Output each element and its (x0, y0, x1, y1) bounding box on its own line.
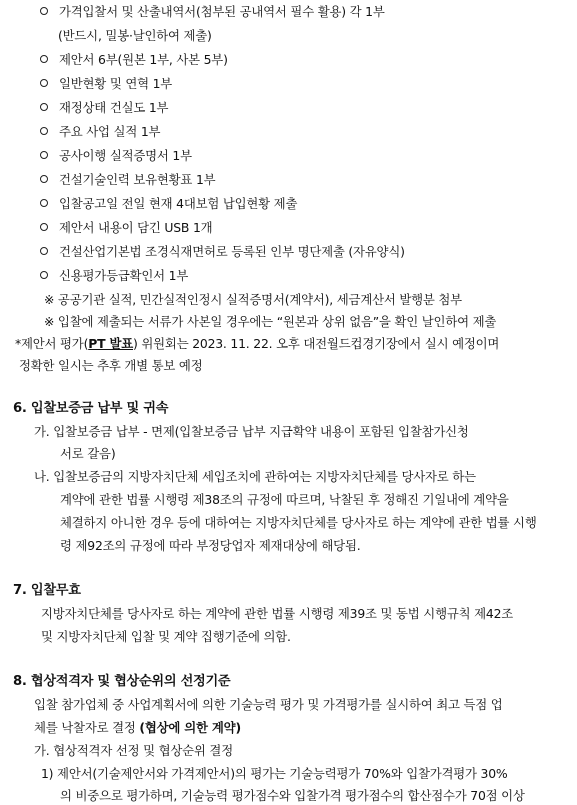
section-8-item-1: 1) 제안서(기술제안서와 가격제안서)의 평가는 기술능력평가 70%와 입찰가격평가 30% (41, 766, 508, 781)
item-bid-price-form: 가격입찰서 및 산출내역서(첨부된 공내역서 필수 활용) 각 1부 (40, 3, 385, 21)
item-general-status: 일반현황 및 연혁 1부 (40, 75, 172, 93)
section-8-item-a: 가. 협상적격자 선정 및 협상순위 결정 (34, 743, 233, 758)
circle-bullet-icon (40, 127, 48, 135)
circle-bullet-icon (40, 7, 48, 15)
circle-bullet-icon (40, 55, 48, 63)
item-engineers: 건설기술인력 보유현황표 1부 (40, 171, 215, 189)
item-financial-status: 재정상태 건실도 1부 (40, 99, 168, 117)
item-major-projects: 주요 사업 실적 1부 (40, 123, 160, 141)
item-proposal: 제안서 6부(원본 1부, 사본 5부) (40, 51, 228, 69)
note-performance: ※ 공공기관 실적, 민간실적인정시 실적증명서(계약서), 세금계산서 발행분 첨부 (44, 292, 462, 307)
section-8-heading: 8. 협상적격자 및 협상순위의 선정기준 (13, 674, 231, 689)
circle-bullet-icon (40, 79, 48, 87)
item-usb: 제안서 내용이 담긴 USB 1개 (40, 219, 212, 237)
section-6-item-b-cont1: 계약에 관한 법률 시행령 제38조의 규정에 따르며, 낙찰된 후 정해진 기일내에 계약을 (60, 492, 509, 507)
circle-bullet-icon (40, 223, 48, 231)
section-6-item-b-cont2: 체결하지 아니한 경우 등에 대하여는 지방자치단체를 당사자로 하는 계약에 관한 법률 시행 (60, 515, 537, 530)
section-6-item-b-cont3: 령 제92조의 규정에 따라 부정당업자 제재대상에 해당됨. (60, 538, 361, 553)
circle-bullet-icon (40, 151, 48, 159)
item-bid-price-form-note: (반드시, 밀봉·날인하여 제출) (58, 28, 212, 43)
circle-bullet-icon (40, 271, 48, 279)
circle-bullet-icon (40, 247, 48, 255)
section-7-text: 지방자치단체를 당사자로 하는 계약에 관한 법률 시행령 제39조 및 동법 시행규칙 제42조 (41, 606, 514, 621)
section-7-heading: 7. 입찰무효 (13, 583, 81, 598)
item-worker-list: 건설산업기본법 조경식재면허로 등록된 인부 명단제출 (자유양식) (40, 243, 405, 261)
section-7-text-cont: 및 지방자치단체 입찰 및 계약 집행기준에 의함. (41, 629, 291, 644)
circle-bullet-icon (40, 175, 48, 183)
item-performance-cert: 공사이행 실적증명서 1부 (40, 147, 192, 165)
circle-bullet-icon (40, 103, 48, 111)
item-insurance: 입찰공고일 전일 현재 4대보험 납입현황 제출 (40, 195, 297, 213)
note-copies: ※ 입찰에 제출되는 서류가 사본일 경우에는 “원본과 상위 없음”을 확인 날인하여 제출 (44, 314, 497, 329)
section-6-heading: 6. 입찰보증금 납부 및 귀속 (13, 401, 169, 416)
section-6-item-b: 나. 입찰보증금의 지방자치단체 세입조치에 관하여는 지방자치단체를 당사자로 하는 (34, 469, 476, 484)
proposal-evaluation-notice-2: 정확한 일시는 추후 개별 통보 예정 (19, 358, 203, 373)
section-8-intro: 입찰 참가업체 중 사업계획서에 의한 기술능력 평가 및 가격평가를 실시하여 최고 득점 업 (34, 697, 503, 712)
item-credit-rating: 신용평가등급확인서 1부 (40, 267, 188, 285)
section-8-intro-cont: 체를 낙찰자로 결정 (협상에 의한 계약) (34, 720, 241, 735)
section-8-item-1-cont: 의 비중으로 평가하며, 기술능력 평가점수와 입찰가격 평가점수의 합산점수가 70점 이상 (60, 788, 525, 803)
section-6-item-a-cont: 서로 갈음) (60, 446, 116, 461)
section-6-item-a: 가. 입찰보증금 납부 - 면제(입찰보증금 납부 지급확약 내용이 포함된 입찰참가신청 (34, 424, 469, 439)
circle-bullet-icon (40, 199, 48, 207)
proposal-evaluation-notice: *제안서 평가(PT 발표) 위원회는 2023. 11. 22. 오후 대전월드컵경기장에서 실시 예정이며 (15, 336, 500, 351)
